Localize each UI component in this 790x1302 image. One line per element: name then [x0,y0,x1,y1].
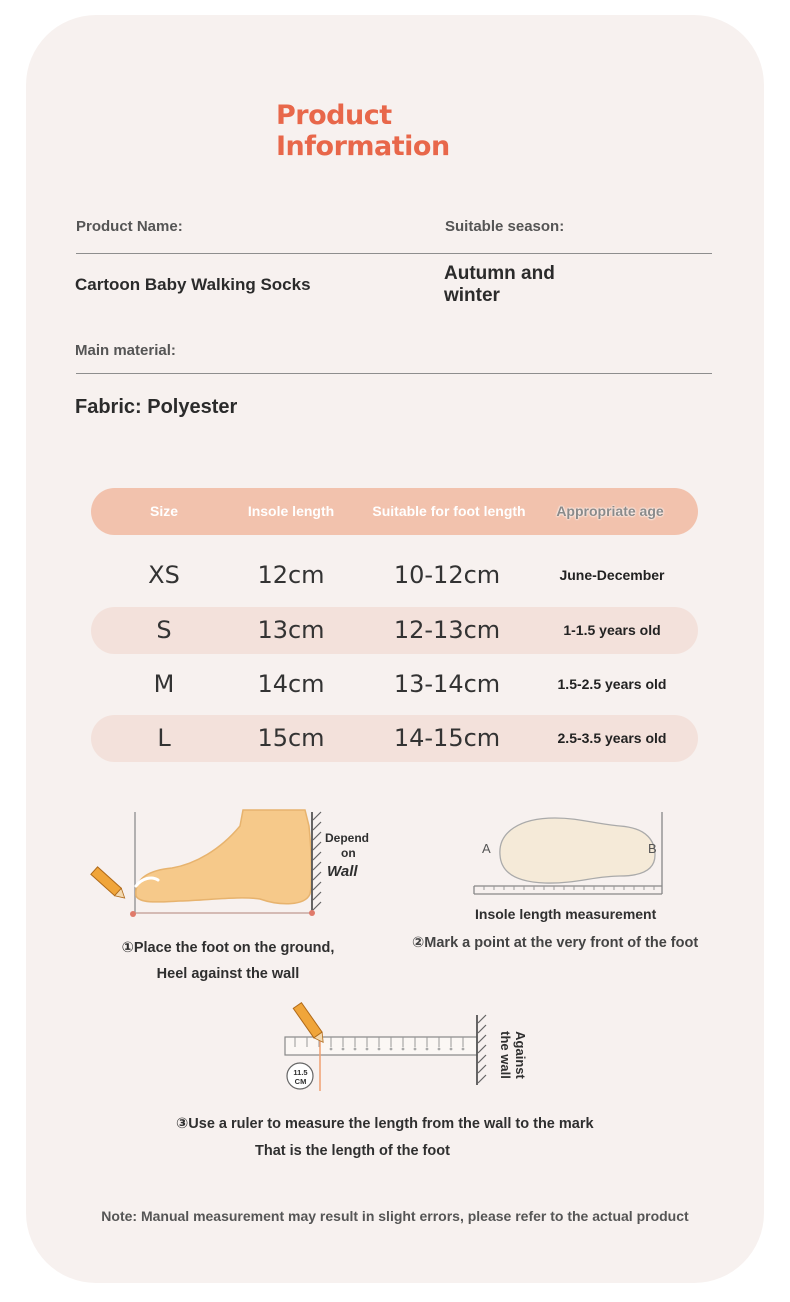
insole-point-b: B [648,841,657,856]
cell-foot: 13-14cm [393,670,501,698]
wall-label [325,831,369,879]
insole-caption: Insole length measurement [475,906,657,922]
season-value-line-2: winter [444,285,500,306]
cell-age: 1-1.5 years old [563,622,661,638]
season-value [444,263,555,307]
cell-age: 1.5-2.5 years old [557,676,667,692]
wall-label-line-1: Depend [325,831,370,845]
size-table-header [91,488,698,535]
product-name-label: Product Name: [76,218,183,235]
step-3-line-2: That is the length of the foot [255,1143,450,1159]
season-label: Suitable season: [445,218,565,235]
step-1-caption [100,935,356,987]
step-2-caption: ②Mark a point at the very front of the foot [412,935,699,951]
cell-insole: 12cm [257,561,325,589]
against-wall-line-1: Against [513,1031,528,1079]
table-row [91,715,698,762]
against-wall-label [498,1025,528,1085]
ruler-reading [290,1068,311,1086]
table-row [91,661,698,708]
material-label: Main material: [75,342,176,359]
cell-insole: 14cm [257,670,325,698]
divider [76,373,712,374]
header-size: Size [149,503,178,519]
against-wall-line-2: the wall [498,1031,513,1079]
cell-age: 2.5-3.5 years old [557,730,667,746]
wall-label-line-2: on [341,846,356,860]
table-row [91,552,698,599]
cell-size: XS [148,561,180,589]
step-1-line-1: ①Place the foot on the ground, [121,940,335,956]
title-line-1: Product [276,100,392,131]
ruler-reading-unit: CM [294,1077,307,1086]
ruler-illustration [278,995,508,1095]
header-foot-length: Suitable for foot length [372,503,526,519]
measurement-note: Note: Manual measurement may result in slight errors, please refer to the actual product [101,1208,689,1224]
insole-point-a: A [482,841,491,856]
cell-size: L [157,724,171,752]
step-3-line-1: ③Use a ruler to measure the length from the wall to the mark [176,1116,594,1132]
header-insole-length: Insole length [247,503,335,519]
divider [76,253,712,254]
cell-foot: 14-15cm [393,724,501,752]
title-line-2: Information [276,131,450,162]
wall-label-line-3: Wall [327,863,358,880]
table-row [91,607,698,654]
ruler-reading-value: 11.5 [293,1068,308,1077]
cell-insole: 15cm [257,724,325,752]
product-name-value: Cartoon Baby Walking Socks [75,275,311,294]
cell-insole: 13cm [257,616,325,644]
step-1-line-2: Heel against the wall [156,966,300,982]
cell-size: S [156,616,172,644]
cell-foot: 10-12cm [393,561,501,589]
step-3-caption [176,1111,594,1165]
cell-size: M [153,670,175,698]
header-appropriate-age: Appropriate age [556,503,664,519]
season-value-line-1: Autumn and [444,263,555,284]
page-title [276,100,516,162]
cell-foot: 12-13cm [393,616,501,644]
insole-illustration [470,810,670,900]
cell-age: June-December [559,567,665,583]
material-value: Fabric: Polyester [75,396,238,418]
